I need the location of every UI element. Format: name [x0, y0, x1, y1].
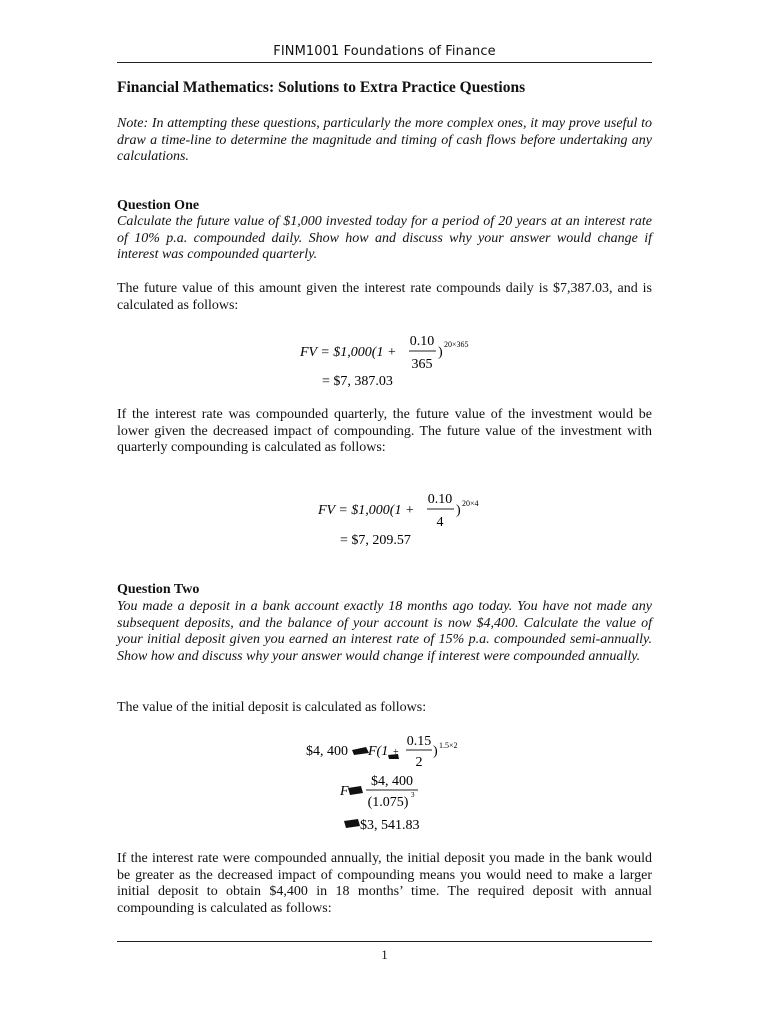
question-two-answer-annual: If the interest rate were compounded annually, the initial deposit you made in the bank would be greater as the decreased impact of compounding means you would need to make a larger initial deposit to obtain $4,400 in 18 months’ time. The required deposit with annual compounding is calculated as follows: — [117, 851, 652, 916]
equation-fv-daily — [300, 330, 500, 395]
eq1-close: ) — [438, 345, 443, 360]
header-rule — [117, 62, 652, 63]
eq3-exponent: 1.5×2 — [439, 741, 458, 750]
eq2-result: = $7, 209.57 — [340, 533, 411, 548]
equation-initial-deposit — [306, 733, 506, 842]
eq3-numerator: 0.15 — [406, 734, 432, 749]
question-two-text: You made a deposit in a bank account exactly 18 months ago today. You have not made any subsequent deposits, and the balance of your account is now $4,400. Calculate the value of your initial deposit given you earned an interest rate of 15% p.a. compounded semi-annually. Show how and discuss why your answer would change if interest were compounded annually. — [117, 599, 652, 664]
page-number: 1 — [381, 947, 388, 962]
eq3-line2-equals-scribble-icon — [348, 786, 363, 795]
document-title: Financial Mathematics: Solutions to Extra Practice Questions — [117, 79, 526, 96]
question-two-answer-intro: The value of the initial deposit is calculated as follows: — [117, 700, 427, 715]
eq3-denominator: 2 — [415, 755, 423, 770]
eq3-line1-plus: + — [393, 747, 399, 758]
eq2-lhs: FV = $1,000(1 + — [318, 503, 415, 518]
eq2-numerator: 0.10 — [427, 492, 453, 507]
question-one-answer-quarterly: If the interest rate was compounded quarterly, the future value of the investment would be lower given the decreased impact of compounding. The future value of the investment with quarterly compounding is calculated as follows: — [117, 407, 652, 455]
eq1-result: = $7, 387.03 — [322, 374, 393, 389]
eq3-line2-numerator: $4, 400 — [371, 774, 413, 789]
question-one-text: Calculate the future value of $1,000 invested today for a period of 20 years at an interest rate of 10% p.a. compounded daily. Show how and discuss why your answer would change if interest was compounded quarterly. — [117, 214, 652, 262]
eq3-equals-scribble-icon — [352, 747, 369, 755]
eq3-close: ) — [433, 744, 438, 759]
note-paragraph: Note: In attempting these questions, particularly the more complex ones, it may prove useful to draw a time-line to determine the magnitude and timing of cash flows before undertaking any calculations. — [117, 116, 652, 164]
eq3-line1-lhs: $4, 400 — [306, 744, 348, 759]
question-one-heading: Question One — [117, 198, 200, 213]
footer-rule — [117, 941, 652, 942]
eq2-exponent: 20×4 — [462, 499, 479, 508]
question-one-answer-daily: The future value of this amount given the interest rate compounds daily is $7,387.03, and is calculated as follows: — [117, 281, 652, 313]
eq2-denominator: 4 — [436, 515, 444, 530]
eq3-line2-denominator: (1.075) — [367, 795, 409, 810]
question-two-heading: Question Two — [117, 582, 200, 597]
eq3-line3: $3, 541.83 — [360, 818, 420, 833]
eq1-denominator: 365 — [411, 357, 433, 372]
eq1-lhs: FV = $1,000(1 + — [300, 345, 397, 360]
running-header: FINM1001 Foundations of Finance — [273, 44, 496, 59]
eq1-numerator: 0.10 — [409, 334, 435, 349]
equation-fv-quarterly — [318, 490, 518, 555]
eq3-line3-equals-scribble-icon — [344, 819, 360, 828]
eq1-exponent: 20×365 — [444, 340, 469, 349]
eq2-close: ) — [456, 503, 461, 518]
eq3-line1-mid: F(1 — [368, 744, 389, 759]
eq3-line2-exponent: 3 — [411, 791, 415, 799]
eq3-line2-lhs: F — [340, 784, 349, 799]
